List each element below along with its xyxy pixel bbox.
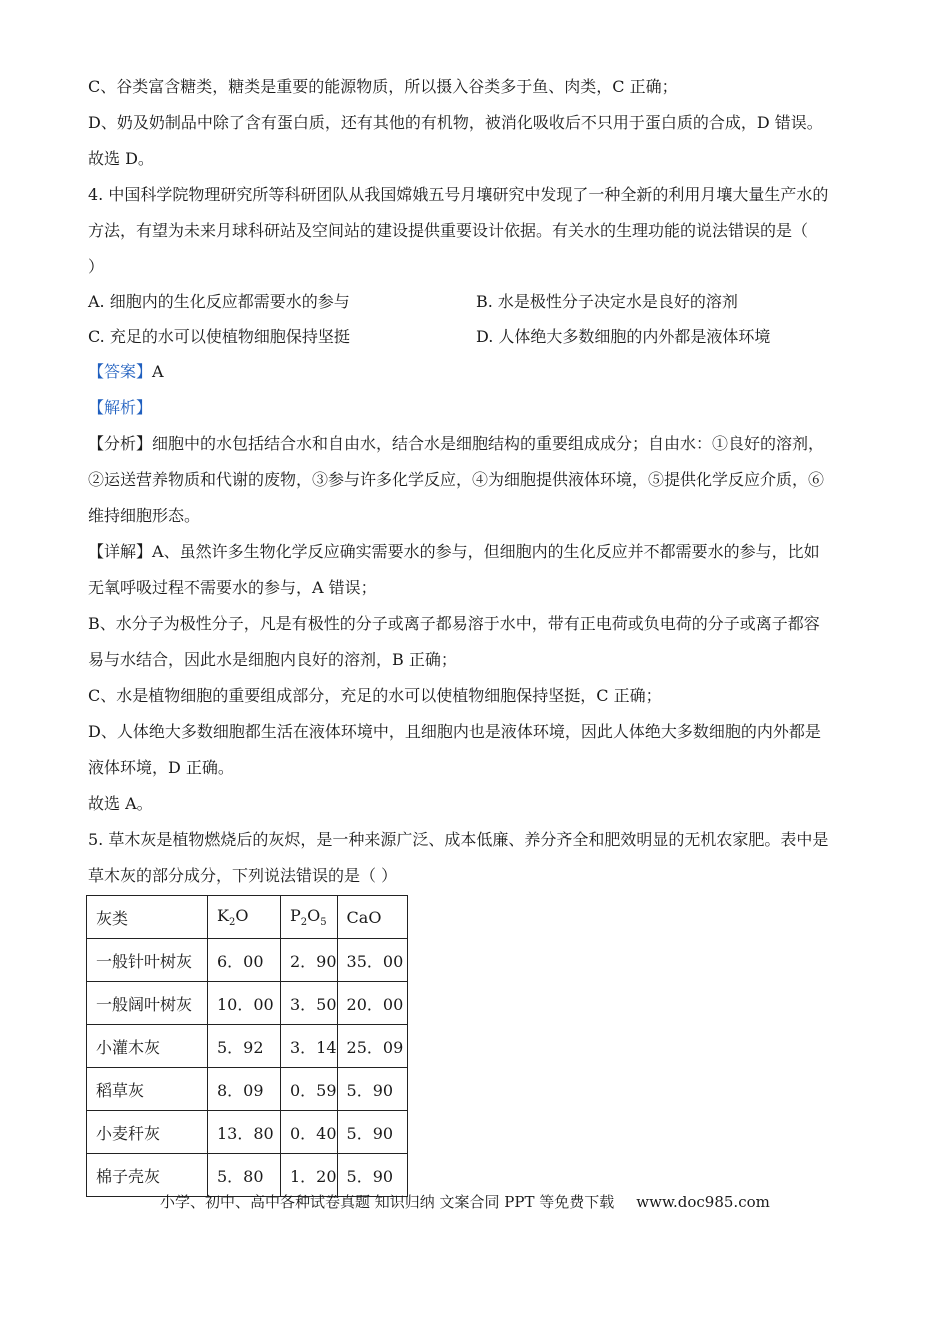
question-5-line: 草木灰的部分成分，下列说法错误的是（ ） bbox=[88, 866, 398, 885]
fenxi-line: 维持细胞形态。 bbox=[88, 506, 201, 525]
xiangjie-line: B、水分子为极性分子，凡是有极性的分子或离子都易溶于水中，带有正电荷或负电荷的分子或离子都容 bbox=[88, 614, 820, 633]
ash-composition-table bbox=[86, 895, 408, 1197]
answer-line bbox=[88, 361, 164, 383]
table-cell: 6．00 bbox=[208, 939, 281, 982]
table-header-row bbox=[87, 896, 408, 939]
table-cell: 3．50 bbox=[281, 982, 338, 1025]
table-cell: 0．40 bbox=[281, 1111, 338, 1154]
xiangjie-line: 易与水结合，因此水是细胞内良好的溶剂，B 正确； bbox=[88, 650, 457, 669]
question-4-line: ） bbox=[88, 257, 105, 276]
table-cell: 20．00 bbox=[337, 982, 407, 1025]
table-cell: 一般针叶树灰 bbox=[87, 939, 208, 982]
text-line: 故选 D。 bbox=[88, 149, 154, 168]
question-4-line: 4. 中国科学院物理研究所等科研团队从我国嫦娥五号月壤研究中发现了一种全新的利用月壤大量生产水的 bbox=[88, 185, 829, 204]
header-cell: $P_2O_5$ bbox=[281, 896, 338, 939]
option-d: D. 人体绝大多数细胞的内外都是液体环境 bbox=[476, 327, 771, 346]
header-cell: $K_2O$ bbox=[208, 896, 281, 939]
xiangjie-line: 故选 A。 bbox=[88, 794, 153, 813]
table-cell: 0．59 bbox=[281, 1068, 338, 1111]
option-b: B. 水是极性分子决定水是良好的溶剂 bbox=[476, 292, 738, 311]
table-row bbox=[87, 939, 408, 982]
option-c: C. 充足的水可以使植物细胞保持坚挺 bbox=[88, 327, 350, 346]
fenxi-tag: 【分析】 bbox=[88, 434, 153, 453]
table-row bbox=[87, 1025, 408, 1068]
table-row bbox=[87, 1111, 408, 1154]
table-cell: 8．09 bbox=[208, 1068, 281, 1111]
table-cell: 一般阔叶树灰 bbox=[87, 982, 208, 1025]
answer-tag: 【答案】 bbox=[88, 362, 153, 381]
table-cell: 1．20 bbox=[281, 1154, 338, 1197]
text-line: C、谷类富含糖类，糖类是重要的能源物质，所以摄入谷类多于鱼、肉类，C 正确； bbox=[88, 77, 678, 96]
table-cell: 小麦秆灰 bbox=[87, 1111, 208, 1154]
table-cell: 5．80 bbox=[208, 1154, 281, 1197]
question-4-line: 方法，有望为未来月球科研站及空间站的建设提供重要设计依据。有关水的生理功能的说法错误的是（ bbox=[88, 221, 809, 240]
table-cell: 2．90 bbox=[281, 939, 338, 982]
table-cell: 5．92 bbox=[208, 1025, 281, 1068]
xiangjie-tag: 【详解】 bbox=[88, 542, 153, 561]
footer-url[interactable]: www.doc985.com bbox=[636, 1193, 770, 1211]
table-row bbox=[87, 1154, 408, 1197]
text-line: D、奶及奶制品中除了含有蛋白质，还有其他的有机物，被消化吸收后不只用于蛋白质的合成，D 错误。 bbox=[88, 113, 823, 132]
table-cell: 35．00 bbox=[337, 939, 407, 982]
table-cell: 5．90 bbox=[337, 1068, 407, 1111]
table-cell: 10．00 bbox=[208, 982, 281, 1025]
fenxi-line: 【分析】细胞中的水包括结合水和自由水，结合水是细胞结构的重要组成成分；自由水：①良好的溶剂， bbox=[88, 434, 825, 453]
header-cell: 灰类 bbox=[87, 896, 208, 939]
table-row bbox=[87, 982, 408, 1025]
option-a: A. 细胞内的生化反应都需要水的参与 bbox=[88, 292, 350, 311]
table-cell: 13．80 bbox=[208, 1111, 281, 1154]
question-5-line: 5. 草木灰是植物燃烧后的灰烬，是一种来源广泛、成本低廉、养分齐全和肥效明显的无机农家肥。表中是 bbox=[88, 830, 829, 849]
xiangjie-line: 液体环境，D 正确。 bbox=[88, 758, 234, 777]
table-cell: 稻草灰 bbox=[87, 1068, 208, 1111]
xiangjie-line: D、人体绝大多数细胞都生活在液体环境中，且细胞内也是液体环境，因此人体绝大多数细胞的内外都是 bbox=[88, 722, 821, 741]
table-cell: 5．90 bbox=[337, 1111, 407, 1154]
fenxi-line: ②运送营养物质和代谢的废物，③参与许多化学反应，④为细胞提供液体环境，⑤提供化学反应介质，⑥ bbox=[88, 470, 825, 489]
footer-text: 小学、初中、高中各种试卷真题 知识归纳 文案合同 PPT 等免费下载 bbox=[160, 1193, 615, 1211]
table-cell: 25．09 bbox=[337, 1025, 407, 1068]
table-cell: 棉子壳灰 bbox=[87, 1154, 208, 1197]
answer-value: A bbox=[152, 362, 164, 381]
table-cell: 5．90 bbox=[337, 1154, 407, 1197]
page-footer bbox=[160, 1192, 770, 1212]
table-cell: 小灌木灰 bbox=[87, 1025, 208, 1068]
xiangjie-line: C、水是植物细胞的重要组成部分，充足的水可以使植物细胞保持坚挺，C 正确； bbox=[88, 686, 662, 705]
xiangjie-line: 【详解】A、虽然许多生物化学反应确实需要水的参与，但细胞内的生化反应并不都需要水的参与，比如 bbox=[88, 542, 820, 561]
analysis-tag: 【解析】 bbox=[88, 398, 153, 417]
xiangjie-line: 无氧呼吸过程不需要水的参与，A 错误； bbox=[88, 578, 377, 597]
table-row bbox=[87, 1068, 408, 1111]
header-cell: CaO bbox=[337, 896, 407, 939]
table-cell: 3．14 bbox=[281, 1025, 338, 1068]
